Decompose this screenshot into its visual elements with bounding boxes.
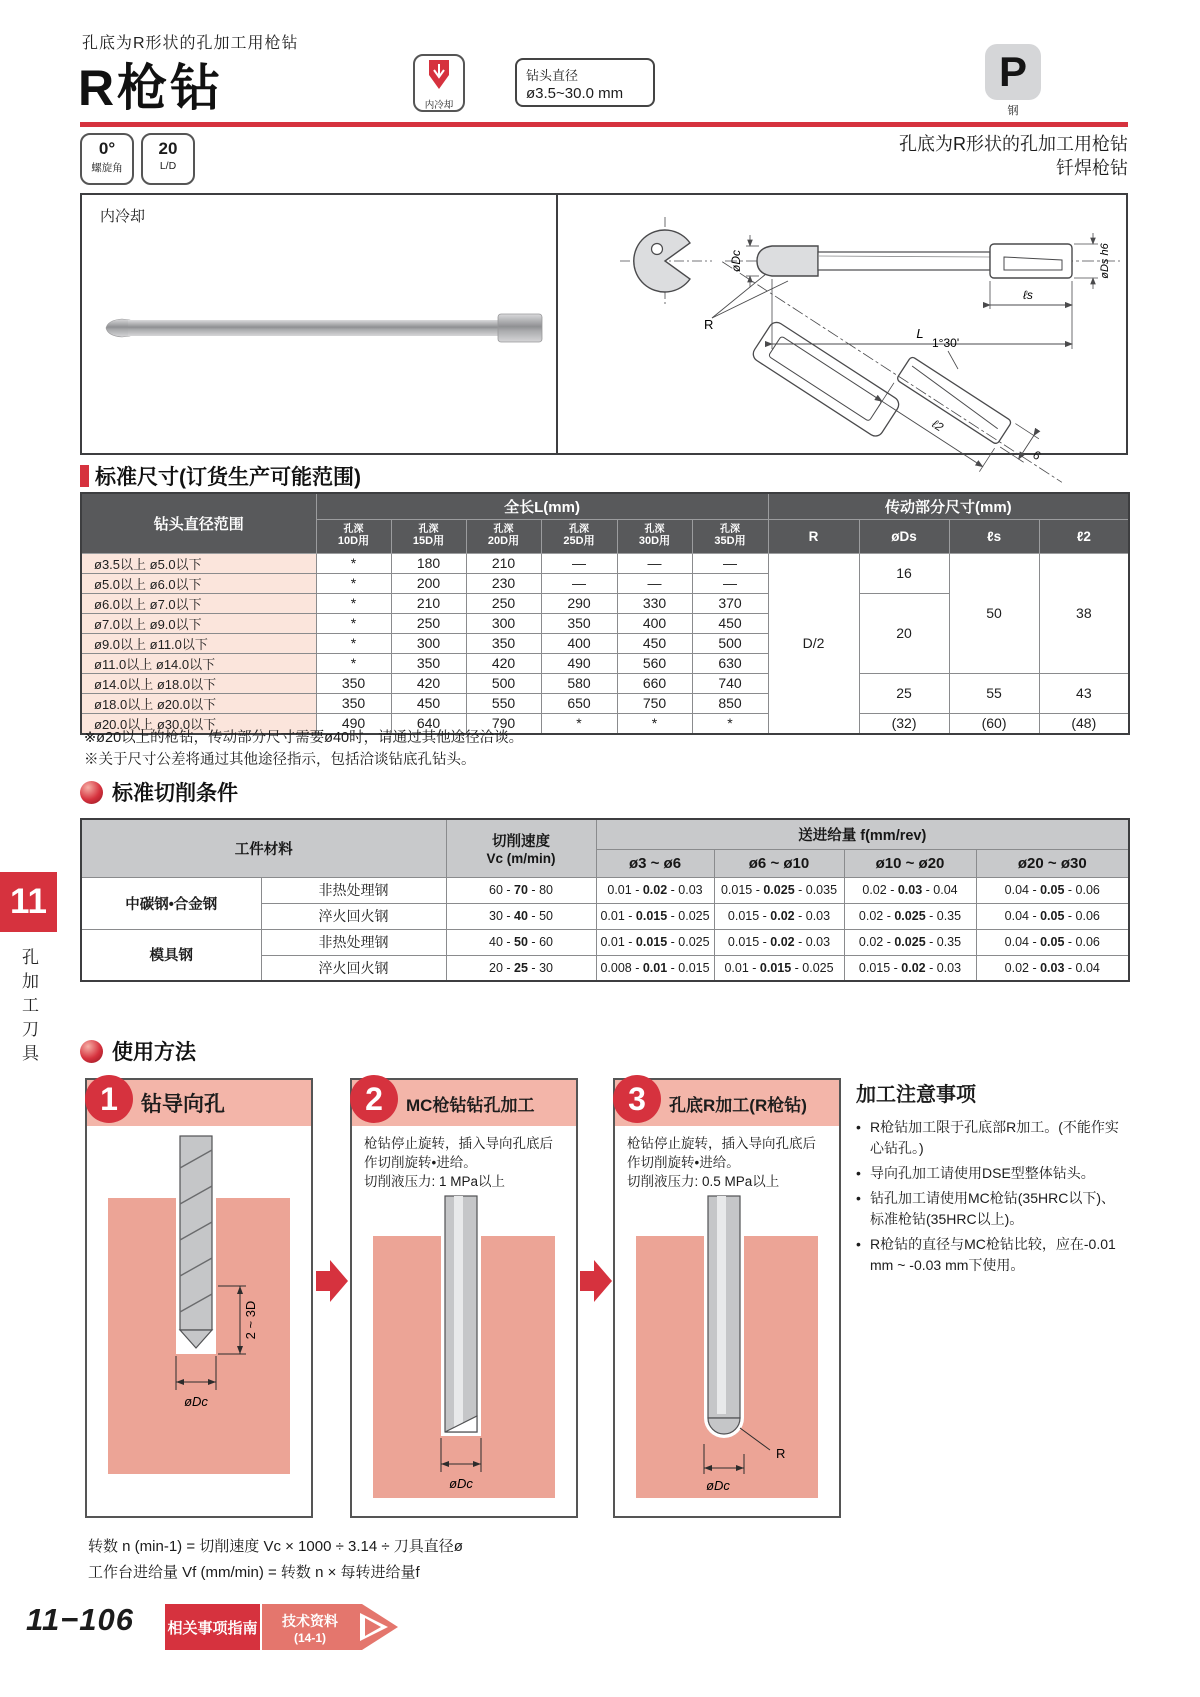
value: 0.05 — [1040, 935, 1065, 949]
value: 0.025 — [802, 960, 834, 975]
value: 0.025 — [894, 909, 926, 923]
coolant-icon — [426, 59, 452, 91]
length-value-cell: 650 — [541, 693, 617, 713]
usage-step-1 — [85, 1078, 313, 1518]
value: 0.015 — [858, 960, 891, 975]
length-value-cell: 450 — [617, 633, 692, 653]
step-2-header — [352, 1080, 576, 1126]
length-value-cell: 490 — [541, 653, 617, 673]
material-sub-cell: 非热处理钢 — [261, 929, 446, 955]
material-badge-label: 钢 — [1007, 105, 1019, 117]
step-1-depth-label: 2 ~ 3D — [243, 1300, 258, 1340]
length-value-cell: 550 — [466, 693, 541, 713]
col-header-feed-range: ø10 ~ ø20 — [844, 849, 976, 877]
cutting-speed-line1: 切削速度 — [492, 834, 550, 851]
length-value-cell: 580 — [541, 673, 617, 693]
shank-dim-cell: (60) — [949, 713, 1039, 734]
value: 0.015 — [727, 935, 760, 949]
coolant-badge-label: 内冷却 — [424, 100, 454, 111]
feed-rate-cell: 0.04 - 0.05 - 0.06 — [976, 929, 1129, 955]
square-bullet-icon — [80, 465, 89, 487]
value: 0.01 — [600, 909, 625, 923]
value: 0.02 — [858, 909, 884, 923]
col-header-material: 工件材料 — [81, 819, 446, 877]
bullet-icon: • — [856, 1190, 861, 1206]
dim-label-ds: øDs h6 — [1099, 243, 1111, 279]
speed-formulas — [88, 1534, 463, 1585]
cutting-speed-line2: Vc (m/min) — [486, 851, 556, 867]
material-group-cell: 中碳钢•合金钢 — [81, 877, 261, 929]
col-header-depth — [466, 519, 541, 553]
length-value-cell: 420 — [391, 673, 466, 693]
chapter-label: 孔加工刀具 — [19, 948, 38, 1068]
value: 0.015 — [635, 909, 668, 923]
length-value-cell: — — [541, 553, 617, 573]
sphere-bullet-icon — [80, 781, 103, 804]
length-value-cell: * — [541, 713, 617, 734]
feed-rate-cell: 0.02 - 0.03 - 0.04 — [976, 955, 1129, 981]
usage-section-title — [80, 1036, 196, 1066]
feed-rate-cell: 0.02 - 0.025 - 0.35 — [844, 903, 976, 929]
length-value-cell: — — [692, 553, 768, 573]
step-2-title: MC枪钻钻孔加工 — [406, 1095, 535, 1115]
depth-header-line2: 20D用 — [487, 534, 520, 547]
dimension-drawing — [560, 197, 1126, 464]
length-value-cell: * — [316, 613, 391, 633]
step-1-header — [87, 1080, 311, 1126]
depth-header-line2: 15D用 — [412, 534, 445, 547]
shank-dim-cell: (32) — [859, 713, 949, 734]
value: 0.025 — [763, 883, 795, 897]
note-item — [856, 1234, 1128, 1276]
depth-header-line1: 孔深 — [418, 523, 439, 535]
drill-diameter-box — [515, 58, 655, 107]
length-value-cell: — — [617, 573, 692, 593]
length-value-cell: 330 — [617, 593, 692, 613]
length-value-cell: 450 — [391, 693, 466, 713]
col-header-depth — [541, 519, 617, 553]
formula-rpm: 转数 n (min-1) = 切削速度 Vc × 1000 ÷ 3.14 ÷ 刀具直径ø — [88, 1538, 463, 1555]
size-note-1: ※ø20以上的枪钻，传动部分尺寸需要ø40时，请通过其他途径洽谈。 — [84, 730, 524, 746]
length-value-cell: 450 — [692, 613, 768, 633]
step-2-dc-label: øDc — [449, 1475, 473, 1491]
machining-notes-title: 加工注意事项 — [856, 1084, 976, 1106]
value: 0.06 — [1075, 883, 1100, 897]
col-header-feed-range: ø3 ~ ø6 — [596, 849, 714, 877]
value: 40 — [514, 909, 528, 923]
ld-ratio-label: L/D — [159, 160, 177, 172]
diameter-box-caption: 钻头直径 — [526, 68, 579, 83]
length-value-cell: 350 — [391, 653, 466, 673]
length-value-cell: 300 — [466, 613, 541, 633]
material-group-cell: 模具钢 — [81, 929, 261, 981]
value: 0.03 — [805, 935, 831, 949]
step-1-diagram — [90, 1134, 308, 1506]
value: 25 — [514, 960, 528, 975]
length-value-cell: — — [541, 573, 617, 593]
value: 0.015 — [635, 935, 668, 949]
length-value-cell: 560 — [617, 653, 692, 673]
col-header-diameter-range: 钻头直径范围 — [81, 493, 316, 553]
dim-label-l2: ℓ2 — [929, 416, 947, 435]
cutting-speed-cell: 60 - 70 - 80 — [446, 877, 596, 903]
usage-section-title-text: 使用方法 — [112, 1041, 196, 1064]
value: 20 — [489, 960, 503, 975]
feed-rate-cell: 0.015 - 0.02 - 0.03 — [844, 955, 976, 981]
value: 0.015 — [727, 909, 760, 923]
value: 0.06 — [1075, 935, 1100, 949]
machining-notes — [856, 1078, 1128, 1280]
related-guide-badge: 相关事项指南 — [165, 1604, 260, 1650]
value: 0.04 — [1075, 960, 1100, 975]
value: 0.035 — [805, 883, 838, 897]
value: 0.02 — [770, 935, 795, 949]
feed-rate-cell: 0.015 - 0.025 - 0.035 — [714, 877, 844, 903]
value: 0.02 — [858, 935, 884, 949]
value: 0.06 — [1075, 909, 1100, 923]
step-3-title: 孔底R加工(R枪钻) — [669, 1095, 807, 1115]
length-value-cell: 750 — [617, 693, 692, 713]
size-table-row — [81, 553, 1129, 573]
tech-data-badge — [262, 1604, 398, 1650]
step-3-dc-label: øDc — [706, 1477, 730, 1493]
material-sub-cell: 非热处理钢 — [261, 877, 446, 903]
page-title: R枪钻 — [78, 60, 224, 116]
diameter-range-cell: ø20.0以上 ø30.0以下 — [81, 713, 316, 734]
col-group-feed: 送进给量 f(mm/rev) — [596, 819, 1129, 849]
depth-header-line1: 孔深 — [720, 523, 741, 535]
col-header-feed-range: ø20 ~ ø30 — [976, 849, 1129, 877]
note-text: R枪钻加工限于孔底部R加工。(不能作实心钻孔。) — [870, 1119, 1119, 1156]
formula-feed: 工作台进给量 Vf (mm/min) = 转数 n × 每转进给量f — [88, 1563, 420, 1581]
length-value-cell: * — [316, 553, 391, 573]
product-description — [899, 132, 1128, 181]
size-section-title — [80, 461, 361, 491]
shank-dim-cell: 20 — [859, 593, 949, 673]
feed-rate-cell: 0.01 - 0.015 - 0.025 — [596, 903, 714, 929]
value: 0.04 — [1004, 935, 1029, 949]
value: 0.02 — [770, 909, 795, 923]
value: 0.05 — [1040, 883, 1065, 897]
depth-header-line1: 孔深 — [343, 523, 364, 535]
value: 60 — [489, 883, 503, 897]
helix-angle-badge — [80, 133, 134, 185]
size-table-notes — [84, 727, 523, 772]
col-header-cutting-speed — [446, 819, 596, 877]
value: 0.008 — [600, 960, 632, 975]
value: 0.015 — [678, 960, 710, 975]
length-value-cell: 420 — [466, 653, 541, 673]
depth-header-line1: 孔深 — [569, 523, 589, 535]
feed-rate-cell: 0.02 - 0.025 - 0.35 — [844, 929, 976, 955]
coolant-badge — [413, 54, 465, 112]
diameter-box-range: ø3.5~30.0 mm — [526, 85, 624, 102]
gun-drill-photo — [92, 303, 548, 353]
length-value-cell: 210 — [391, 593, 466, 613]
step-3-description: 枪钻停止旋转，插入导向孔底后 作切削旋转•进给。 切削液压力: 0.5 MPa以上 — [627, 1136, 816, 1189]
step-3-number: 3 — [613, 1075, 661, 1123]
feed-rate-cell: 0.01 - 0.015 - 0.025 — [596, 929, 714, 955]
shank-dim-cell: 16 — [859, 553, 949, 593]
chapter-tab: 11 — [0, 872, 57, 932]
diameter-range-cell: ø6.0以上 ø7.0以下 — [81, 593, 316, 613]
value: 0.04 — [933, 883, 958, 897]
depth-header-line2: 25D用 — [563, 534, 595, 547]
diameter-range-cell: ø18.0以上 ø20.0以下 — [81, 693, 316, 713]
col-header-depth — [316, 519, 391, 553]
depth-header-line2: 10D用 — [337, 534, 370, 547]
value: 0.03 — [897, 883, 923, 897]
usage-step-2 — [350, 1078, 578, 1518]
value: 80 — [539, 883, 553, 897]
step-1-dc-label: øDc — [184, 1394, 208, 1409]
value: 0.02 — [901, 960, 926, 975]
cutting-speed-cell: 40 - 50 - 60 — [446, 929, 596, 955]
value: 50 — [539, 909, 553, 923]
helix-angle-label: 螺旋角 — [91, 162, 123, 174]
cutting-conditions-table — [80, 818, 1130, 982]
dim-label-l: L — [916, 326, 924, 341]
col-header-shank-dim: ℓs — [949, 519, 1039, 553]
value: 30 — [489, 909, 503, 923]
step-3-header — [615, 1080, 839, 1126]
cutting-table-row — [81, 877, 1129, 903]
value: 0.025 — [678, 935, 710, 949]
note-text: R枪钻的直径与MC枪钻比较，应在-0.01 mm ~ -0.03 mm下使用。 — [870, 1236, 1116, 1273]
diameter-range-cell: ø3.5以上 ø5.0以下 — [81, 553, 316, 573]
sphere-bullet-icon — [80, 1040, 103, 1063]
helix-angle-value: 0° — [98, 139, 116, 158]
shank-dim-cell: 43 — [1039, 673, 1129, 713]
length-value-cell: 660 — [617, 673, 692, 693]
length-value-cell: 290 — [541, 593, 617, 613]
shank-dim-cell: 50 — [949, 553, 1039, 673]
length-value-cell: 630 — [692, 653, 768, 673]
standard-size-table — [80, 492, 1130, 735]
value: 0.02 — [642, 883, 668, 897]
length-value-cell: 300 — [391, 633, 466, 653]
value: 30 — [539, 960, 553, 975]
length-value-cell: 230 — [466, 573, 541, 593]
value: 0.35 — [936, 909, 962, 923]
cutting-table-row — [81, 929, 1129, 955]
note-item — [856, 1163, 1128, 1184]
value: 0.015 — [720, 883, 753, 897]
length-value-cell: 200 — [391, 573, 466, 593]
eyebrow-text: 孔底为R形状的孔加工用枪钻 — [82, 35, 299, 52]
feed-rate-cell: 0.015 - 0.02 - 0.03 — [714, 929, 844, 955]
step-1-number: 1 — [85, 1075, 133, 1123]
value: 50 — [514, 935, 528, 949]
length-value-cell: — — [617, 553, 692, 573]
step-2-description: 枪钻停止旋转，插入导向孔底后 作切削旋转•进给。 切削液压力: 1 MPa以上 — [364, 1136, 553, 1189]
cutting-section-title-text: 标准切削条件 — [112, 782, 238, 805]
length-value-cell: 350 — [466, 633, 541, 653]
feed-rate-cell: 0.02 - 0.03 - 0.04 — [844, 877, 976, 903]
value: 0.025 — [894, 935, 926, 949]
shank-dim-cell: D/2 — [768, 553, 859, 734]
note-text: 钻孔加工请使用MC枪钻(35HRC以下)、标准枪钻(35HRC以上)。 — [870, 1190, 1115, 1227]
value: 0.03 — [936, 960, 962, 975]
note-item — [856, 1117, 1128, 1159]
shank-dim-cell: 55 — [949, 673, 1039, 713]
length-value-cell: * — [316, 653, 391, 673]
col-header-depth — [391, 519, 466, 553]
depth-header-line2: 30D用 — [638, 534, 671, 547]
col-header-shank-dim: øDs — [859, 519, 949, 553]
bullet-icon: • — [856, 1165, 861, 1181]
shank-dim-cell: 25 — [859, 673, 949, 713]
length-value-cell: 500 — [466, 673, 541, 693]
value: 0.01 — [642, 960, 668, 975]
length-value-cell: 250 — [466, 593, 541, 613]
bullet-icon: • — [856, 1236, 861, 1252]
step-arrow-icon — [316, 1258, 348, 1304]
size-section-title-text: 标准尺寸(订货生产可能范围) — [95, 466, 361, 489]
note-text: 导向孔加工请使用DSE型整体钻头。 — [870, 1165, 1095, 1181]
length-value-cell: 790 — [466, 713, 541, 734]
diameter-range-cell: ø7.0以上 ø9.0以下 — [81, 613, 316, 633]
value: 0.02 — [862, 883, 887, 897]
shank-dim-cell: 38 — [1039, 553, 1129, 673]
depth-header-line1: 孔深 — [493, 523, 514, 535]
length-value-cell: 640 — [391, 713, 466, 734]
col-header-feed-range: ø6 ~ ø10 — [714, 849, 844, 877]
dim-label-dc: øDc — [729, 250, 743, 272]
usage-step-3 — [613, 1078, 841, 1518]
value: 40 — [489, 935, 503, 949]
feed-rate-cell: 0.04 - 0.05 - 0.06 — [976, 877, 1129, 903]
feed-rate-cell: 0.01 - 0.015 - 0.025 — [714, 955, 844, 981]
ld-ratio-badge — [141, 133, 195, 185]
length-value-cell: * — [692, 713, 768, 734]
title-rule — [80, 122, 1128, 127]
material-badge: P — [985, 44, 1041, 100]
dim-label-6: 6 — [1030, 447, 1044, 464]
length-value-cell: * — [316, 593, 391, 613]
col-header-shank-dim: R — [768, 519, 859, 553]
diagram-coolant-label: 内冷却 — [100, 208, 146, 225]
col-header-depth — [617, 519, 692, 553]
tech-data-badge-text: 技术资料 (14-1) — [282, 1613, 338, 1645]
feed-rate-cell: 0.04 - 0.05 - 0.06 — [976, 903, 1129, 929]
feed-rate-cell: 0.015 - 0.02 - 0.03 — [714, 903, 844, 929]
step-2-number: 2 — [350, 1075, 398, 1123]
dim-label-r: R — [704, 317, 714, 332]
step-1-title: 钻导向孔 — [141, 1093, 225, 1116]
value: 0.01 — [724, 960, 749, 975]
cutting-speed-cell: 30 - 40 - 50 — [446, 903, 596, 929]
cutting-speed-cell: 20 - 25 - 30 — [446, 955, 596, 981]
feed-rate-cell: 0.008 - 0.01 - 0.015 — [596, 955, 714, 981]
cutting-section-title — [80, 777, 238, 807]
value: 0.04 — [1004, 883, 1029, 897]
length-value-cell: 350 — [316, 673, 391, 693]
diameter-range-cell: ø11.0以上 ø14.0以下 — [81, 653, 316, 673]
col-header-depth — [692, 519, 768, 553]
length-value-cell: 490 — [316, 713, 391, 734]
value: 0.025 — [678, 909, 710, 923]
value: 70 — [514, 883, 528, 897]
length-value-cell: 350 — [541, 613, 617, 633]
diameter-range-cell: ø5.0以上 ø6.0以下 — [81, 573, 316, 593]
value: 0.01 — [607, 883, 632, 897]
product-diagram-box — [80, 193, 1128, 464]
description-line2: 钎焊枪钻 — [1056, 158, 1128, 179]
size-note-2: ※关于尺寸公差将通过其他途径指示，包括洽谈钻底孔钻头。 — [84, 752, 476, 769]
value: 0.02 — [1004, 960, 1029, 975]
length-value-cell: 500 — [692, 633, 768, 653]
value: 0.015 — [759, 960, 792, 975]
length-value-cell: 740 — [692, 673, 768, 693]
machining-notes-list — [856, 1117, 1128, 1276]
material-sub-cell: 淬火回火钢 — [261, 903, 446, 929]
diameter-range-cell: ø9.0以上 ø11.0以下 — [81, 633, 316, 653]
length-value-cell: 400 — [617, 613, 692, 633]
length-value-cell: 400 — [541, 633, 617, 653]
length-value-cell: * — [316, 633, 391, 653]
value: 0.05 — [1040, 909, 1065, 923]
note-item — [856, 1188, 1128, 1230]
step-arrow-icon — [580, 1258, 612, 1304]
dim-label-angle: 1°30' — [932, 336, 960, 350]
col-header-shank-dim: ℓ2 — [1039, 519, 1129, 553]
value: 0.01 — [600, 935, 625, 949]
step-3-r-label: R — [776, 1445, 786, 1461]
length-value-cell: 850 — [692, 693, 768, 713]
value: 0.03 — [1040, 960, 1065, 975]
diagram-divider — [556, 195, 558, 453]
length-value-cell: 370 — [692, 593, 768, 613]
value: 0.03 — [678, 883, 703, 897]
length-value-cell: 210 — [466, 553, 541, 573]
value: 0.04 — [1004, 909, 1029, 923]
bullet-icon: • — [856, 1119, 861, 1135]
depth-header-line1: 孔深 — [644, 523, 665, 535]
feed-rate-cell: 0.01 - 0.02 - 0.03 — [596, 877, 714, 903]
diameter-range-cell: ø14.0以上 ø18.0以下 — [81, 673, 316, 693]
material-sub-cell: 淬火回火钢 — [261, 955, 446, 981]
page-number: 11−106 — [26, 1602, 135, 1637]
length-value-cell: * — [316, 573, 391, 593]
shank-dim-cell: (48) — [1039, 713, 1129, 734]
value: 0.35 — [936, 935, 962, 949]
step-2-diagram — [355, 1196, 573, 1502]
col-group-shank-size: 传动部分尺寸(mm) — [768, 493, 1129, 519]
description-line1: 孔底为R形状的孔加工用枪钻 — [899, 134, 1128, 154]
size-table-row — [81, 673, 1129, 693]
depth-header-line2: 35D用 — [714, 534, 746, 547]
step-3-diagram — [618, 1196, 836, 1502]
length-value-cell: — — [692, 573, 768, 593]
value: 60 — [539, 935, 553, 949]
length-value-cell: 350 — [316, 693, 391, 713]
length-value-cell: 250 — [391, 613, 466, 633]
ld-ratio-value: 20 — [158, 139, 178, 158]
length-value-cell: 180 — [391, 553, 466, 573]
col-group-total-length: 全长L(mm) — [316, 493, 768, 519]
length-value-cell: * — [617, 713, 692, 734]
dim-label-ls: ℓs — [1023, 288, 1033, 302]
value: 0.03 — [805, 909, 831, 923]
